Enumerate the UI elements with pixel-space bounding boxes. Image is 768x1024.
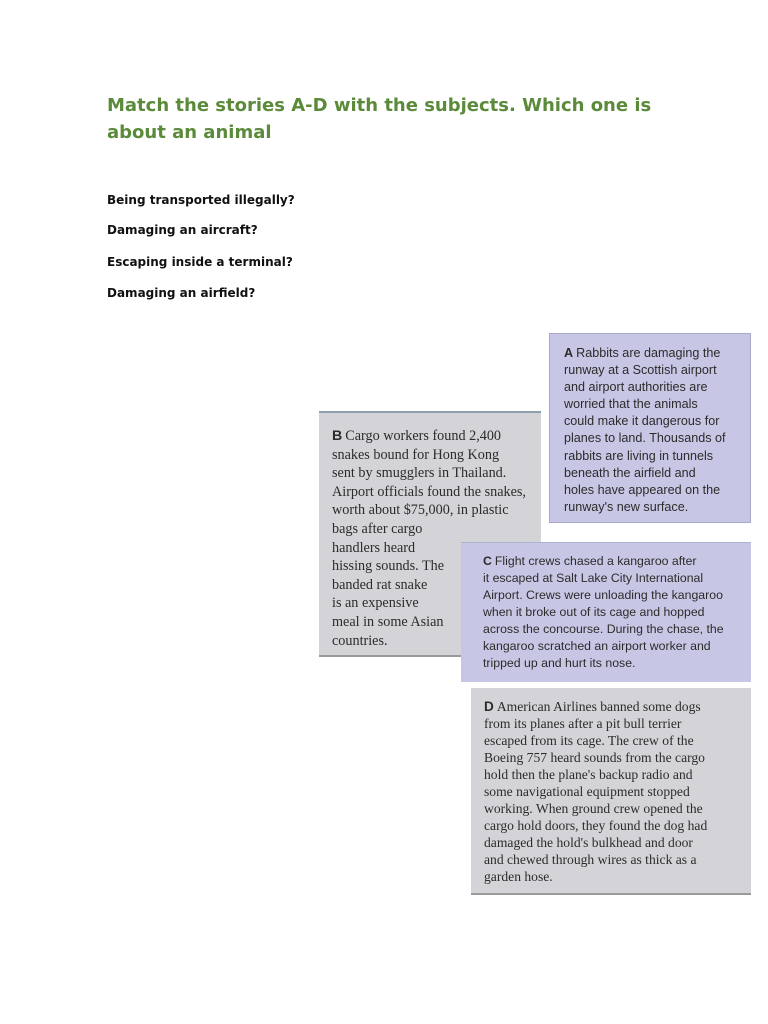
story-line: some navigational equipment stopped <box>484 784 690 799</box>
story-line: escaped from its cage. The crew of the <box>484 733 694 748</box>
story-line: and airport authorities are <box>564 380 708 395</box>
page-title: Match the stories A-D with the subjects. Which one is about an animal <box>107 95 652 143</box>
story-line: is an expensive <box>332 595 419 612</box>
story-line: B Cargo workers found 2,400 <box>332 428 502 444</box>
story-line: D American Airlines banned some dogs <box>484 699 701 714</box>
story-letter: B <box>332 428 343 444</box>
story-line: kangaroo scratched an airport worker and <box>483 639 711 653</box>
story-letter: A <box>564 346 574 360</box>
story-line: across the concourse. During the chase, the <box>483 622 724 636</box>
question-terminal: Escaping inside a terminal? <box>107 255 293 269</box>
story-letter: C <box>483 554 492 568</box>
story-line: hold then the plane's backup radio and <box>484 767 693 782</box>
story-line: worried that the animals <box>564 397 698 412</box>
story-line: Airport officials found the snakes, <box>332 483 526 500</box>
story-line: working. When ground crew opened the <box>484 801 703 816</box>
question-aircraft: Damaging an aircraft? <box>107 223 258 237</box>
story-line: Airport. Crews were unloading the kangaroo <box>483 588 723 602</box>
story-line: tripped up and hurt its nose. <box>483 656 636 670</box>
story-d-text <box>484 698 743 885</box>
story-letter: D <box>484 699 494 714</box>
story-line: worth about $75,000, in plastic <box>332 502 509 519</box>
story-line: hissing sounds. The <box>332 558 445 575</box>
story-d-box <box>471 688 751 895</box>
story-line: A Rabbits are damaging the <box>564 346 721 360</box>
story-line: holes have appeared on the <box>564 482 721 497</box>
story-c-text <box>483 553 745 672</box>
story-line: rabbits are living in tunnels <box>564 448 714 463</box>
question-airfield: Damaging an airfield? <box>107 286 256 300</box>
story-line: beneath the airfield and <box>564 465 696 480</box>
story-line: bags after cargo <box>332 520 423 537</box>
story-line: meal in some Asian <box>332 613 444 630</box>
story-line: C Flight crews chased a kangaroo after <box>483 554 697 568</box>
story-line: planes to land. Thousands of <box>564 431 726 446</box>
story-c-box <box>461 542 751 682</box>
question-transported: Being transported illegally? <box>107 193 295 207</box>
story-a-text <box>564 345 742 516</box>
story-line: Boeing 757 heard sounds from the cargo <box>484 750 705 765</box>
story-line: handlers heard <box>332 539 416 556</box>
story-line: when it broke out of its cage and hopped <box>483 605 705 619</box>
story-line: snakes bound for Hong Kong <box>332 446 500 463</box>
story-line: countries. <box>332 632 388 649</box>
story-line: banded rat snake <box>332 576 428 593</box>
story-line: runway at a Scottish airport <box>564 363 717 378</box>
story-a-box <box>549 333 751 523</box>
story-line: could make it dangerous for <box>564 414 720 429</box>
story-line: cargo hold doors, they found the dog had <box>484 818 708 833</box>
story-line: and chewed through wires as thick as a <box>484 852 697 867</box>
story-line: runway's new surface. <box>564 499 689 514</box>
story-line: damaged the hold's bulkhead and door <box>484 835 693 850</box>
story-line: it escaped at Salt Lake City International <box>483 571 704 585</box>
story-line: garden hose. <box>484 869 553 884</box>
story-line: sent by smugglers in Thailand. <box>332 465 507 482</box>
story-line: from its planes after a pit bull terrier <box>484 716 682 731</box>
